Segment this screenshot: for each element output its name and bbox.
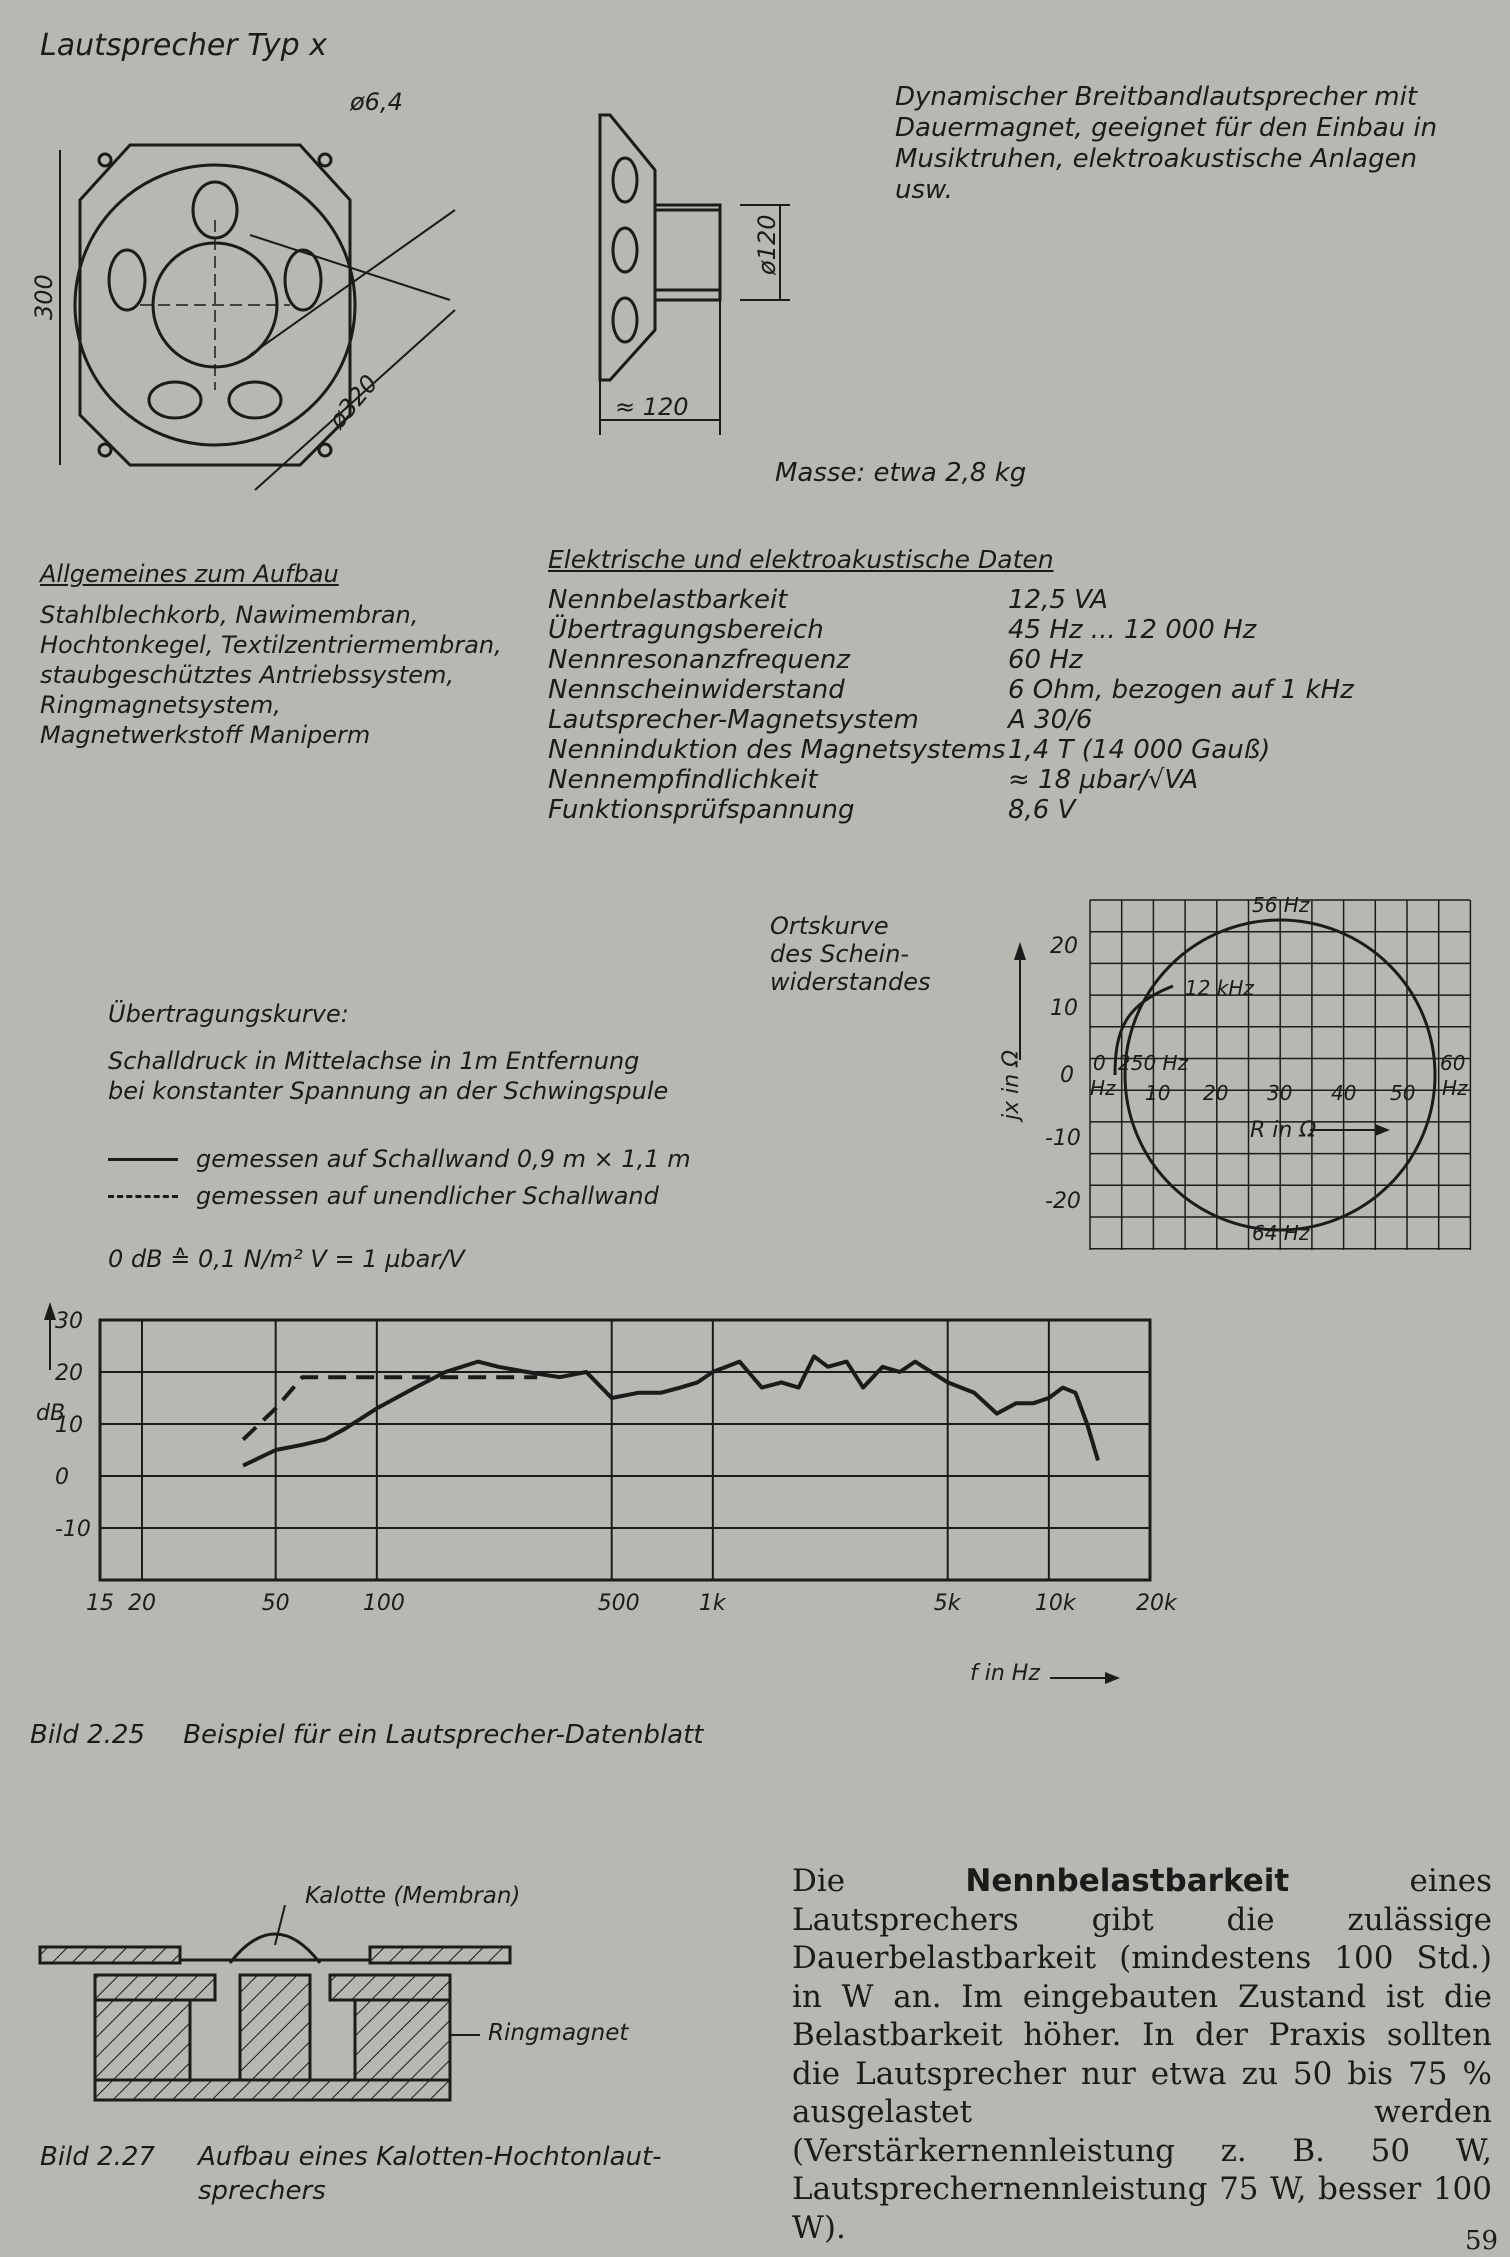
speaker-description: Dynamischer Breitbandlautsprecher mit Dauermagnet, geeignet für den Einbau in Musiktruhen, elektroakustische Anlagen usw.: [895, 82, 1438, 205]
impedance-label-hz: Hz: [1090, 1076, 1116, 1100]
frequency-response-chart: [0, 1290, 1220, 1710]
chart-xtick: 20: [127, 1591, 156, 1616]
chart-xtick: 500: [597, 1591, 640, 1616]
legend-solid: [108, 1145, 691, 1173]
transfer-desc: [108, 1046, 668, 1106]
ringmagnet-label: Ringmagnet: [488, 2020, 629, 2046]
impedance-title-line: widerstandes: [770, 968, 931, 996]
chart-xtick: 10k: [1034, 1591, 1076, 1616]
chart-ytick: 30: [55, 1309, 83, 1334]
chart-ylabel: dB: [36, 1401, 66, 1426]
depth-dimension: ≈ 120: [615, 393, 689, 421]
legend-dashed: [108, 1182, 659, 1210]
row-label: Nenninduktion des Magnetsystems: [548, 735, 1006, 765]
caption-number: Bild 2.27: [40, 2142, 155, 2172]
row-label: Übertragungsbereich: [548, 615, 824, 645]
transfer-title: Übertragungskurve:: [108, 1000, 349, 1028]
row-label: Nennempfindlichkeit: [548, 765, 818, 795]
caption-text: Beispiel für ein Lautsprecher-Datenblatt: [183, 1720, 704, 1750]
legend-dashed-label: gemessen auf unendlicher Schallwand: [196, 1182, 659, 1210]
table-row: [548, 585, 1448, 615]
dome-label: Kalotte (Membran): [305, 1883, 521, 1909]
impedance-xtick: 50: [1390, 1081, 1416, 1105]
figure-caption-2-27: [40, 2140, 662, 2208]
chart-ytick: 20: [55, 1361, 83, 1386]
impedance-xtick: 30: [1267, 1081, 1293, 1105]
impedance-title-line: Ortskurve: [770, 912, 889, 940]
construction-list: [40, 600, 520, 750]
body-paragraph: [792, 1862, 1492, 2247]
impedance-xlabel: R in Ω: [1250, 1118, 1317, 1143]
construction-line: Hochtonkegel, Textilzentriermembran,: [40, 631, 502, 659]
chart-ytick: 10: [55, 1413, 83, 1438]
caption-text-cont: sprechers: [198, 2176, 326, 2206]
impedance-xtick: 60: [1440, 1051, 1466, 1075]
figure-caption-2-25: [30, 1720, 704, 1750]
chart-xtick: 1k: [698, 1591, 726, 1616]
transfer-desc-line: Schalldruck in Mittelachse in 1m Entfernung: [108, 1047, 640, 1075]
construction-line: Ringmagnetsystem,: [40, 691, 281, 719]
mass-label: Masse: etwa 2,8 kg: [775, 458, 1027, 488]
legend-solid-label: gemessen auf Schallwand 0,9 m × 1,1 m: [196, 1145, 691, 1173]
legend-dashed-swatch: [108, 1195, 178, 1198]
paragraph-start: Die: [792, 1863, 966, 1899]
row-label: Lautsprecher-Magnetsystem: [548, 705, 919, 735]
table-row: [548, 765, 1448, 795]
impedance-label-56hz: 56 Hz: [1252, 893, 1310, 917]
hole-dimension: ø6,4: [350, 88, 403, 116]
caption-text: Aufbau eines Kalotten-Hochtonlaut-: [198, 2142, 662, 2172]
row-value: 45 Hz ... 12 000 Hz: [1008, 615, 1257, 645]
row-value: ≈ 18 µbar/√VA: [1008, 765, 1199, 795]
impedance-label-250hz: 250 Hz: [1118, 1051, 1189, 1075]
construction-line: staubgeschütztes Antriebssystem,: [40, 661, 454, 689]
tweeter-drawing: [30, 1905, 670, 2105]
impedance-ytick: -10: [1045, 1126, 1081, 1151]
construction-line: Stahlblechkorb, Nawimembran,: [40, 601, 419, 629]
page-number: 59: [1465, 2226, 1499, 2256]
paragraph-rest: eines Lautsprechers gibt die zulässige Dauerbelastbarkeit (mindestens 100 Std.) in W an. Im eingebauten Zustand ist die Belastbarkeit höher. In der Praxis sollten die Lautsprecher nur etwa zu 50 bis 75 % ausgelastet werden (Verstärkernennleistung z. B. 50 W, Lautsprechernennleistung 75 W, besser 100 W).: [792, 1863, 1492, 2246]
series-line-dashed: [243, 1377, 537, 1439]
impedance-xtick: 40: [1331, 1081, 1357, 1105]
impedance-xtick: 20: [1203, 1081, 1229, 1105]
table-row: [548, 675, 1448, 705]
row-value: 12,5 VA: [1008, 585, 1108, 615]
impedance-xtick: 10: [1145, 1081, 1171, 1105]
chart-ytick: -10: [55, 1517, 91, 1542]
impedance-xtick: 0: [1093, 1051, 1106, 1075]
row-value: 8,6 V: [1008, 795, 1076, 825]
electrical-title: Elektrische und elektroakustische Daten: [548, 545, 1054, 574]
chart-xtick: 100: [362, 1591, 405, 1616]
table-row: [548, 735, 1448, 765]
impedance-title: [770, 912, 931, 996]
paragraph-term: Nennbelastbarkeit: [965, 1863, 1290, 1899]
impedance-ytick: 20: [1050, 934, 1078, 959]
row-value: 1,4 T (14 000 Gauß): [1008, 735, 1271, 765]
chart-xtick: 20k: [1136, 1591, 1177, 1616]
chart-ytick: 0: [55, 1465, 69, 1490]
page-header: Lautsprecher Typ x: [40, 28, 327, 63]
chart-xtick: 15: [86, 1591, 114, 1616]
impedance-ytick: -20: [1045, 1189, 1081, 1214]
legend-solid-swatch: [108, 1158, 178, 1161]
reference-note: 0 dB ≙ 0,1 N/m² V = 1 µbar/V: [108, 1245, 465, 1273]
impedance-ylabel: jx in Ω: [999, 1050, 1024, 1120]
row-label: Nennresonanzfrequenz: [548, 645, 851, 675]
impedance-label-64hz: 64 Hz: [1252, 1221, 1310, 1245]
row-label: Funktionsprüfspannung: [548, 795, 855, 825]
construction-line: Magnetwerkstoff Maniperm: [40, 721, 371, 749]
row-value: 6 Ohm, bezogen auf 1 kHz: [1008, 675, 1354, 705]
height-dimension: 300: [30, 274, 58, 320]
electrical-table: [548, 585, 1448, 825]
impedance-plot: [990, 890, 1490, 1260]
magnet-dimension: ø120: [753, 214, 781, 275]
row-value: A 30/6: [1008, 705, 1093, 735]
chart-xtick: 5k: [933, 1591, 961, 1616]
chart-xtick: 50: [261, 1591, 290, 1616]
impedance-label-hz: Hz: [1442, 1076, 1468, 1100]
construction-title: Allgemeines zum Aufbau: [40, 560, 339, 588]
table-row: [548, 645, 1448, 675]
caption-number: Bild 2.25: [30, 1720, 145, 1750]
row-label: Nennscheinwiderstand: [548, 675, 845, 705]
row-label: Nennbelastbarkeit: [548, 585, 788, 615]
table-row: [548, 705, 1448, 735]
speaker-drawing: [0, 70, 800, 510]
row-value: 60 Hz: [1008, 645, 1083, 675]
impedance-ytick: 10: [1050, 996, 1078, 1021]
impedance-label-12khz: 12 kHz: [1185, 976, 1254, 1000]
table-row: [548, 615, 1448, 645]
transfer-desc-line: bei konstanter Spannung an der Schwingspule: [108, 1077, 669, 1105]
circle-dimension: ø320: [323, 369, 384, 434]
impedance-title-line: des Schein-: [770, 940, 910, 968]
chart-xlabel: f in Hz: [970, 1661, 1040, 1686]
impedance-ytick: 0: [1060, 1063, 1074, 1088]
table-row: [548, 795, 1448, 825]
